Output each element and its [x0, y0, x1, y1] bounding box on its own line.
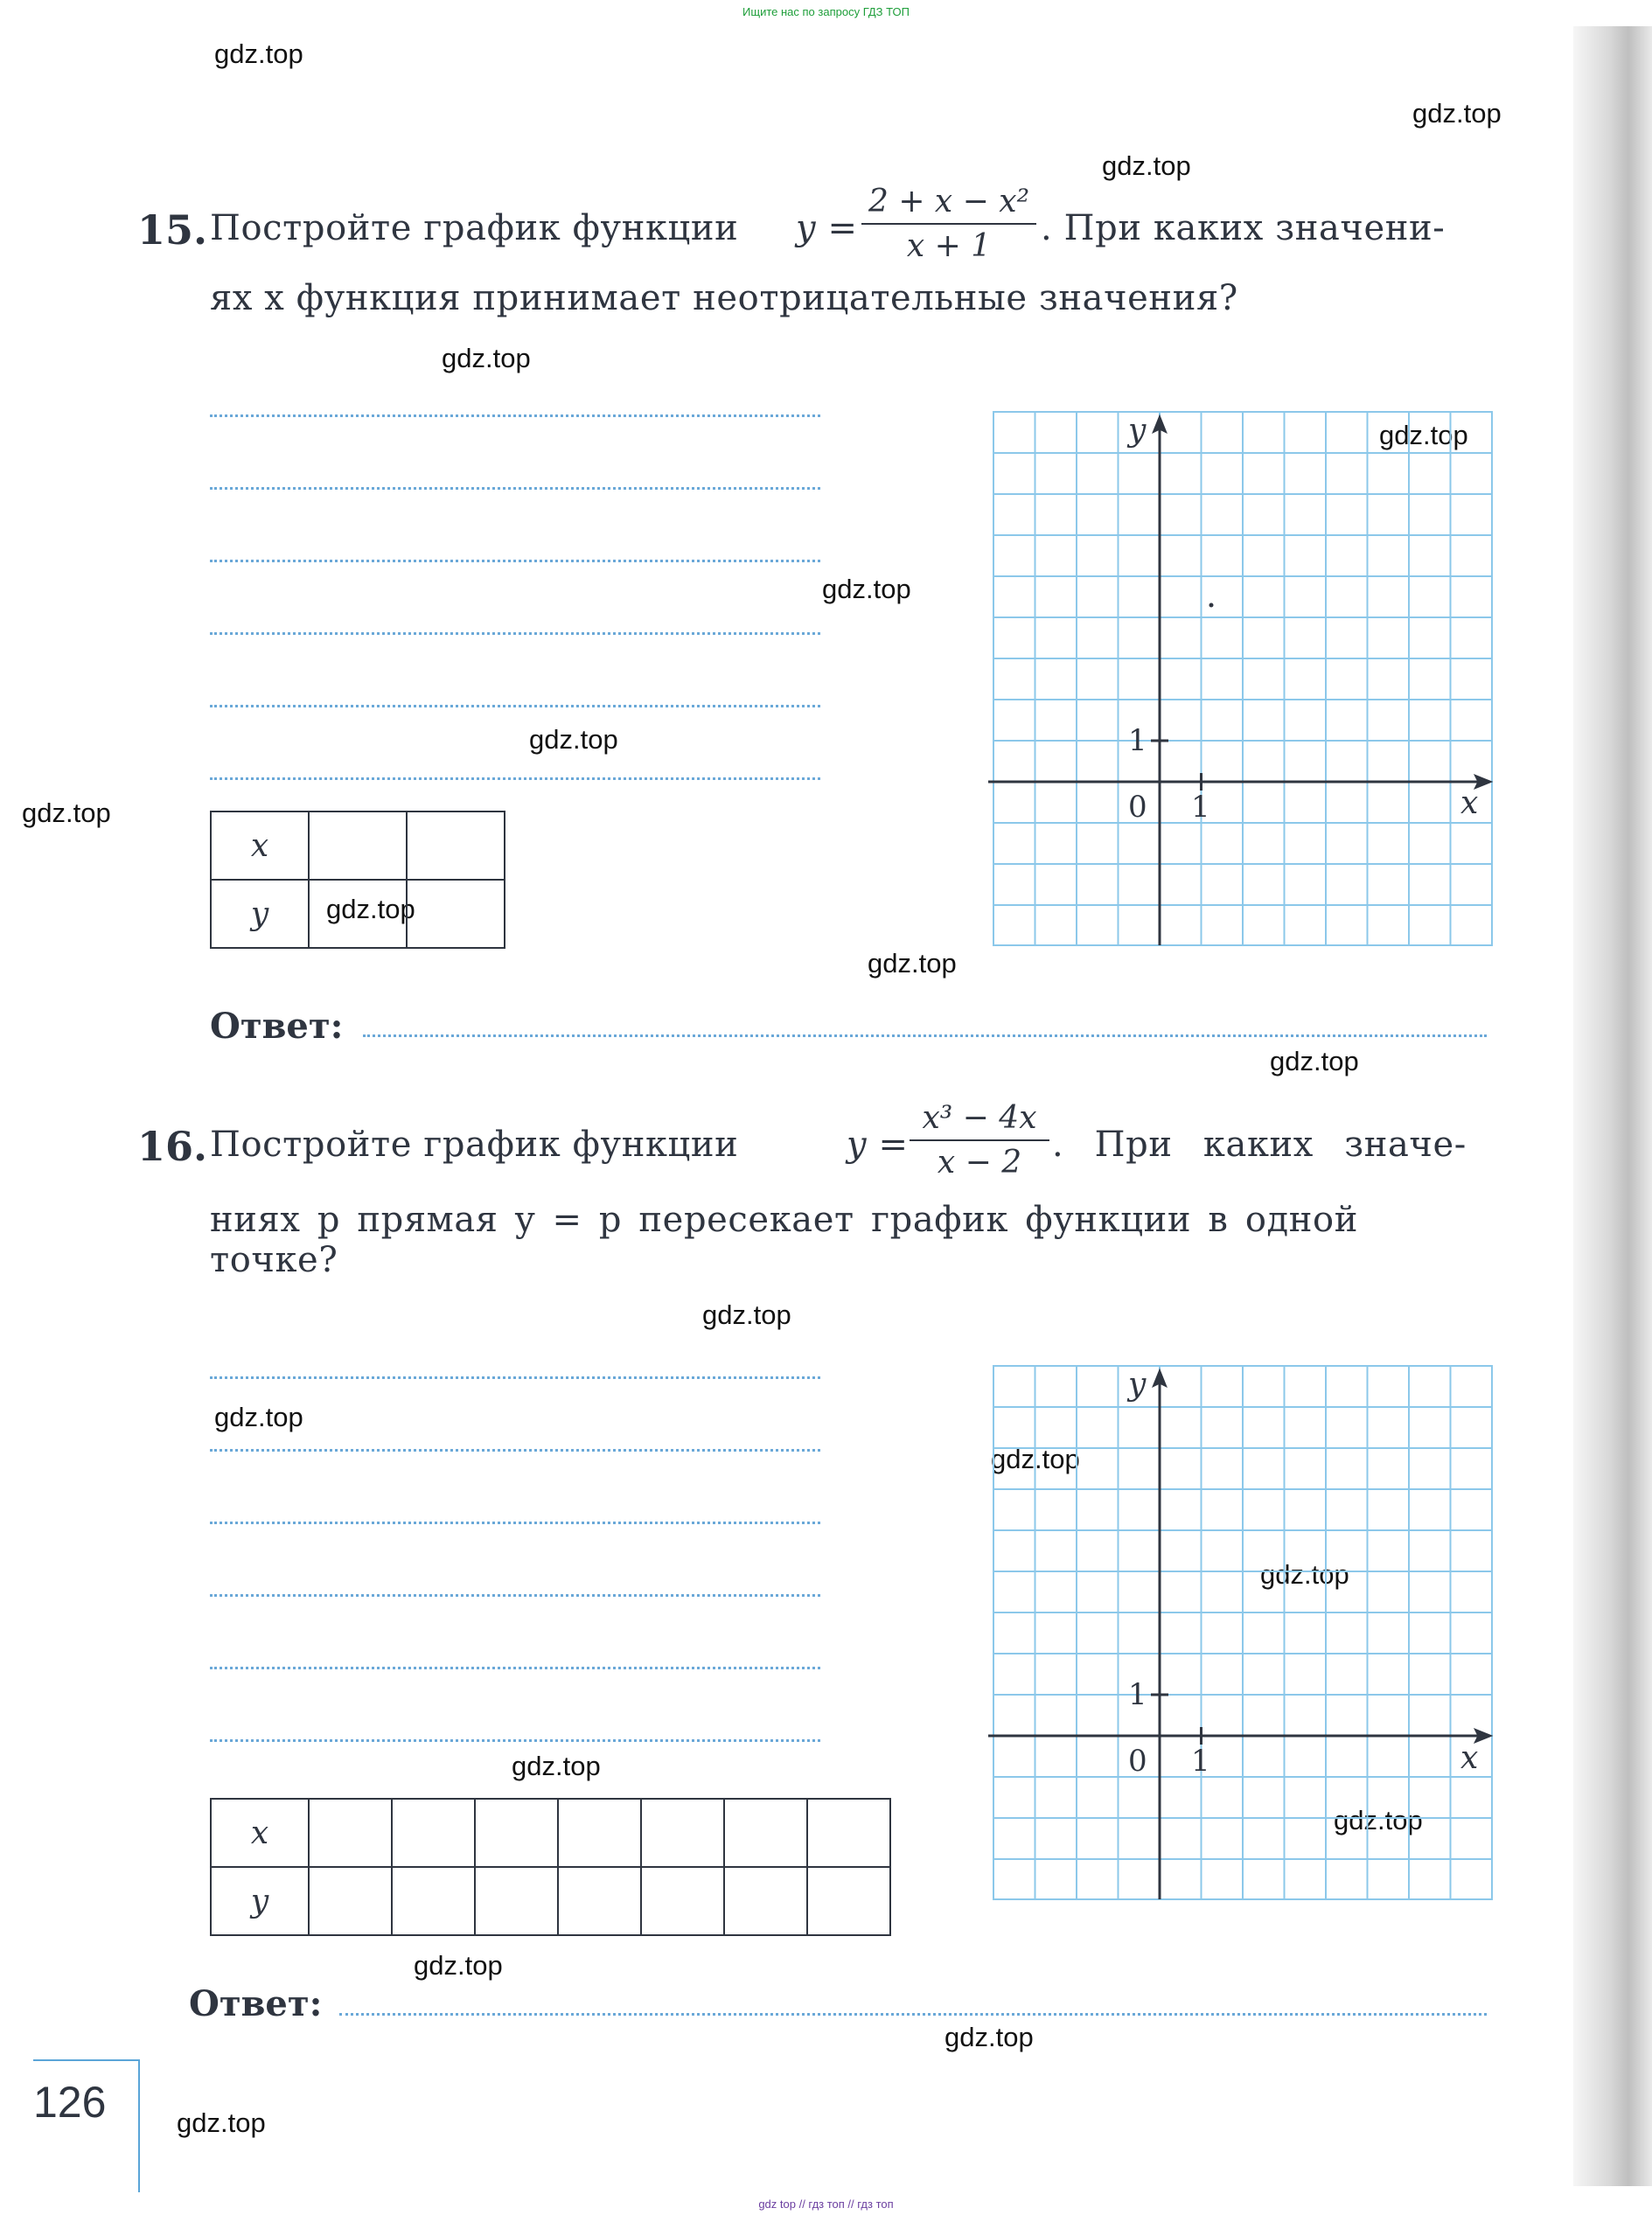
- fraction-numerator: x³ − 4x: [922, 1100, 1037, 1136]
- header-note: Ищите нас по запросу ГДЗ ТОП: [742, 5, 910, 18]
- problem-text: Постройте график функции: [210, 1125, 739, 1165]
- writing-line[interactable]: [210, 1522, 820, 1524]
- footer-note: gdz top // гдз топ // гдз топ: [758, 2198, 894, 2211]
- table-cell[interactable]: [407, 811, 505, 880]
- table-cell[interactable]: [641, 1867, 724, 1935]
- table-header-y: y: [211, 1867, 309, 1935]
- problem-number: 16.: [137, 1123, 208, 1170]
- table-cell[interactable]: [475, 1799, 558, 1867]
- writing-line[interactable]: [210, 560, 820, 562]
- tick-label-x: 1: [1191, 1744, 1210, 1779]
- table-cell[interactable]: [807, 1867, 890, 1935]
- watermark: gdz.top: [512, 1751, 601, 1781]
- table-header-y: y: [211, 880, 309, 948]
- table-cell[interactable]: [309, 1799, 392, 1867]
- answer-line[interactable]: [339, 2013, 1487, 2016]
- table-cell[interactable]: [724, 1867, 807, 1935]
- watermark: gdz.top: [1379, 420, 1468, 450]
- writing-line[interactable]: [210, 1667, 820, 1669]
- watermark: gdz.top: [529, 724, 618, 755]
- watermark: gdz.top: [991, 1444, 1080, 1474]
- problem-text-line2: ях x функция принимает неотрицательные значения?: [210, 278, 1238, 318]
- tick-label-y: 1: [1128, 723, 1147, 758]
- writing-line[interactable]: [210, 632, 820, 635]
- watermark: gdz.top: [1334, 1805, 1423, 1835]
- page-number: 126: [33, 2078, 107, 2127]
- page-number-box: [33, 2059, 140, 2192]
- table-cell[interactable]: [309, 811, 407, 880]
- axis-label-x: x: [1460, 785, 1479, 821]
- equation-lhs: y =: [847, 1125, 909, 1165]
- table-cell[interactable]: [724, 1799, 807, 1867]
- watermark: gdz.top: [702, 1299, 791, 1330]
- writing-line[interactable]: [210, 777, 820, 780]
- table-header-x: x: [211, 1799, 309, 1867]
- writing-line[interactable]: [210, 1594, 820, 1597]
- watermark: gdz.top: [944, 2022, 1034, 2052]
- writing-line[interactable]: [210, 414, 820, 417]
- writing-line[interactable]: [210, 1376, 820, 1379]
- problem-text-line2: ниях p прямая y = p пересекает график функции в одной: [210, 1200, 1358, 1240]
- fraction-bar: [910, 1139, 1049, 1141]
- axis-label-x: x: [1460, 1740, 1479, 1776]
- problem-text: Постройте график функции: [210, 208, 739, 248]
- table-cell[interactable]: [392, 1799, 475, 1867]
- writing-line[interactable]: [210, 487, 820, 490]
- watermark: gdz.top: [214, 1402, 303, 1432]
- fraction: [910, 1100, 1049, 1181]
- fraction-bar: [861, 223, 1036, 225]
- origin-label: 0: [1128, 1744, 1147, 1779]
- watermark: gdz.top: [214, 38, 303, 69]
- table-cell[interactable]: [807, 1799, 890, 1867]
- watermark: gdz.top: [1270, 1046, 1359, 1076]
- table-cell[interactable]: [558, 1867, 641, 1935]
- watermark: gdz.top: [414, 1950, 503, 1981]
- fraction: [861, 184, 1036, 264]
- watermark: gdz.top: [177, 2107, 266, 2138]
- problem-text: . При каких значени-: [1041, 208, 1446, 248]
- table-cell[interactable]: [392, 1867, 475, 1935]
- watermark: gdz.top: [442, 343, 531, 373]
- problem-text: . При каких значе-: [1052, 1125, 1467, 1165]
- table-cell[interactable]: [475, 1867, 558, 1935]
- watermark: gdz.top: [22, 798, 111, 828]
- tick-label-y: 1: [1128, 1677, 1147, 1712]
- writing-line[interactable]: [210, 1739, 820, 1742]
- fraction-denominator: x + 1: [906, 228, 992, 264]
- coordinate-grid[interactable]: [988, 1361, 1513, 1907]
- problem-number: 15.: [137, 206, 208, 254]
- watermark: gdz.top: [822, 574, 911, 604]
- watermark: gdz.top: [1102, 150, 1191, 181]
- origin-label: 0: [1128, 790, 1147, 825]
- axis-label-y: y: [1128, 1367, 1147, 1403]
- equation-lhs: y =: [796, 208, 858, 248]
- answer-line[interactable]: [363, 1034, 1487, 1037]
- answer-label: Ответ:: [189, 1983, 323, 2024]
- stray-dot: [1209, 603, 1214, 608]
- writing-line[interactable]: [210, 705, 820, 707]
- table-cell[interactable]: [407, 880, 505, 948]
- table-cell[interactable]: [558, 1799, 641, 1867]
- value-table: [210, 811, 505, 949]
- answer-label: Ответ:: [210, 1006, 344, 1047]
- watermark: gdz.top: [868, 948, 957, 979]
- axis-label-y: y: [1128, 413, 1147, 449]
- table-cell[interactable]: [641, 1799, 724, 1867]
- book-spine-shadow: [1573, 26, 1652, 2186]
- watermark: gdz.top: [1260, 1559, 1349, 1590]
- table-cell[interactable]: [309, 880, 407, 948]
- fraction-numerator: 2 + x − x²: [868, 184, 1030, 219]
- table-header-x: x: [211, 811, 309, 880]
- value-table: [210, 1798, 891, 1936]
- watermark: gdz.top: [326, 894, 415, 924]
- problem-text-line3: точке?: [210, 1240, 338, 1280]
- writing-line[interactable]: [210, 1449, 820, 1452]
- fraction-denominator: x − 2: [937, 1145, 1022, 1181]
- table-cell[interactable]: [309, 1867, 392, 1935]
- coordinate-grid[interactable]: [988, 407, 1513, 953]
- tick-label-x: 1: [1191, 790, 1210, 825]
- watermark: gdz.top: [1412, 98, 1502, 129]
